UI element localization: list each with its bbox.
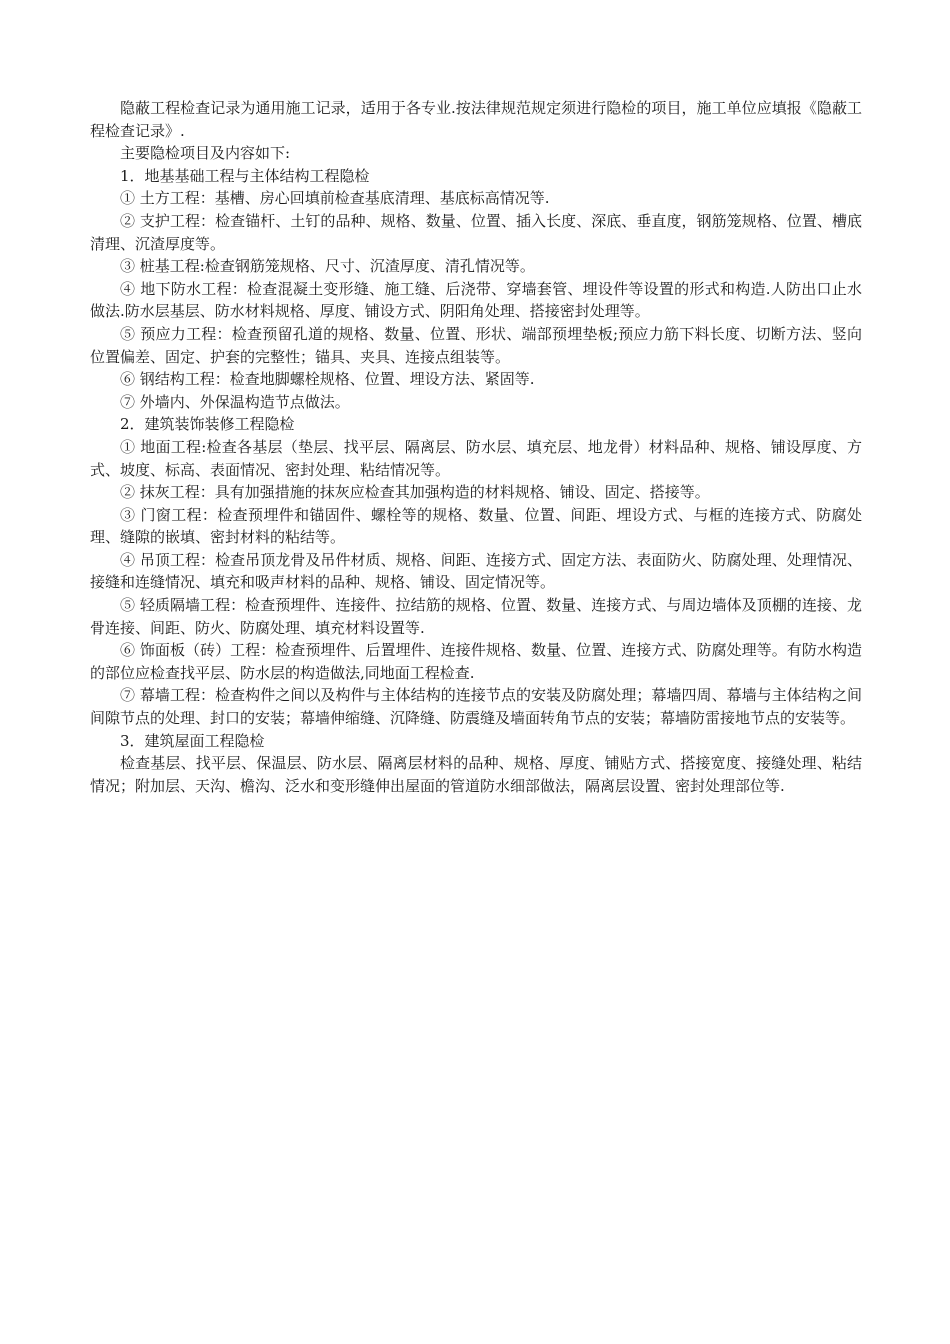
section-heading-2: 2．建筑装饰装修工程隐检	[120, 415, 295, 434]
section-heading-1: 1．地基基础工程与主体结构工程隐检	[120, 166, 370, 185]
list-item: ④ 地下防水工程：检查混凝土变形缝、施工缝、后浇带、穿墙套管、埋设件等设置的形式和构造.人防出口止水做法.防水层基层、防水材料规格、厚度、铺设方式、阴阳角处理、搭接密封处理等。	[90, 279, 862, 321]
list-item: ③ 桩基工程:检查钢筋笼规格、尺寸、沉渣厚度、清孔情况等。	[120, 257, 535, 276]
list-intro: 主要隐检项目及内容如下:	[120, 144, 291, 163]
list-item: ⑥ 饰面板（砖）工程：检查预埋件、后置埋件、连接件规格、数量、位置、连接方式、防腐处理等。有防水构造的部位应检查找平层、防水层的构造做法,同地面工程检查.	[90, 641, 862, 682]
list-item: ⑦ 外墙内、外保温构造节点做法。	[120, 392, 350, 411]
list-item: ⑤ 轻质隔墙工程：检查预埋件、连接件、拉结筋的规格、位置、数量、连接方式、与周边墙体及顶棚的连接、龙骨连接、间距、防火、防腐处理、填充材料设置等.	[90, 596, 862, 637]
list-item: ① 土方工程：基槽、房心回填前检查基底清理、基底标高情况等.	[120, 189, 550, 208]
list-item: ⑤ 预应力工程：检查预留孔道的规格、数量、位置、形状、端部预埋垫板;预应力筋下料长度、切断方法、竖向位置偏差、固定、护套的完整性；锚具、夹具、连接点组装等。	[90, 324, 862, 366]
list-item: ⑥ 钢结构工程：检查地脚螺栓规格、位置、埋设方法、紧固等.	[120, 370, 535, 389]
list-item: ② 支护工程：检查锚杆、土钉的品种、规格、数量、位置、插入长度、深底、垂直度，钢筋笼规格、位置、槽底清理、沉渣厚度等。	[90, 211, 862, 253]
list-item: ① 地面工程:检查各基层（垫层、找平层、隔离层、防水层、填充层、地龙骨）材料品种、规格、铺设厚度、方式、坡度、标高、表面情况、密封处理、粘结情况等。	[90, 437, 862, 479]
document-body	[90, 97, 862, 797]
list-item: ② 抹灰工程：具有加强措施的抹灰应检查其加强构造的材料规格、铺设、固定、搭接等。	[120, 483, 710, 502]
intro-paragraph: 隐蔽工程检查记录为通用施工记录，适用于各专业.按法律规范规定须进行隐检的项目，施工单位应填报《隐蔽工程检查记录》.	[90, 99, 862, 140]
body-paragraph: 检查基层、找平层、保温层、防水层、隔离层材料的品种、规格、厚度、铺贴方式、搭接宽度、接缝处理、粘结情况；附加层、天沟、檐沟、泛水和变形缝伸出屋面的管道防水细部做法，隔离层设置、密封处理部位等.	[90, 754, 862, 795]
list-item: ④ 吊顶工程：检查吊顶龙骨及吊件材质、规格、间距、连接方式、固定方法、表面防火、防腐处理、处理情况、接缝和连缝情况、填充和吸声材料的品种、规格、铺设、固定情况等。	[90, 550, 862, 592]
section-heading-3: 3．建筑屋面工程隐检	[120, 731, 265, 750]
list-item: ⑦ 幕墙工程：检查构件之间以及构件与主体结构的连接节点的安装及防腐处理；幕墙四周、幕墙与主体结构之间间隙节点的处理、封口的安装；幕墙伸缩缝、沉降缝、防震缝及墙面转角节点的安装；幕墙防雷接地节点的安装等。	[90, 686, 862, 728]
list-item: ③ 门窗工程：检查预埋件和锚固件、螺栓等的规格、数量、位置、间距、埋设方式、与框的连接方式、防腐处理、缝隙的嵌填、密封材料的粘结等。	[90, 505, 862, 547]
